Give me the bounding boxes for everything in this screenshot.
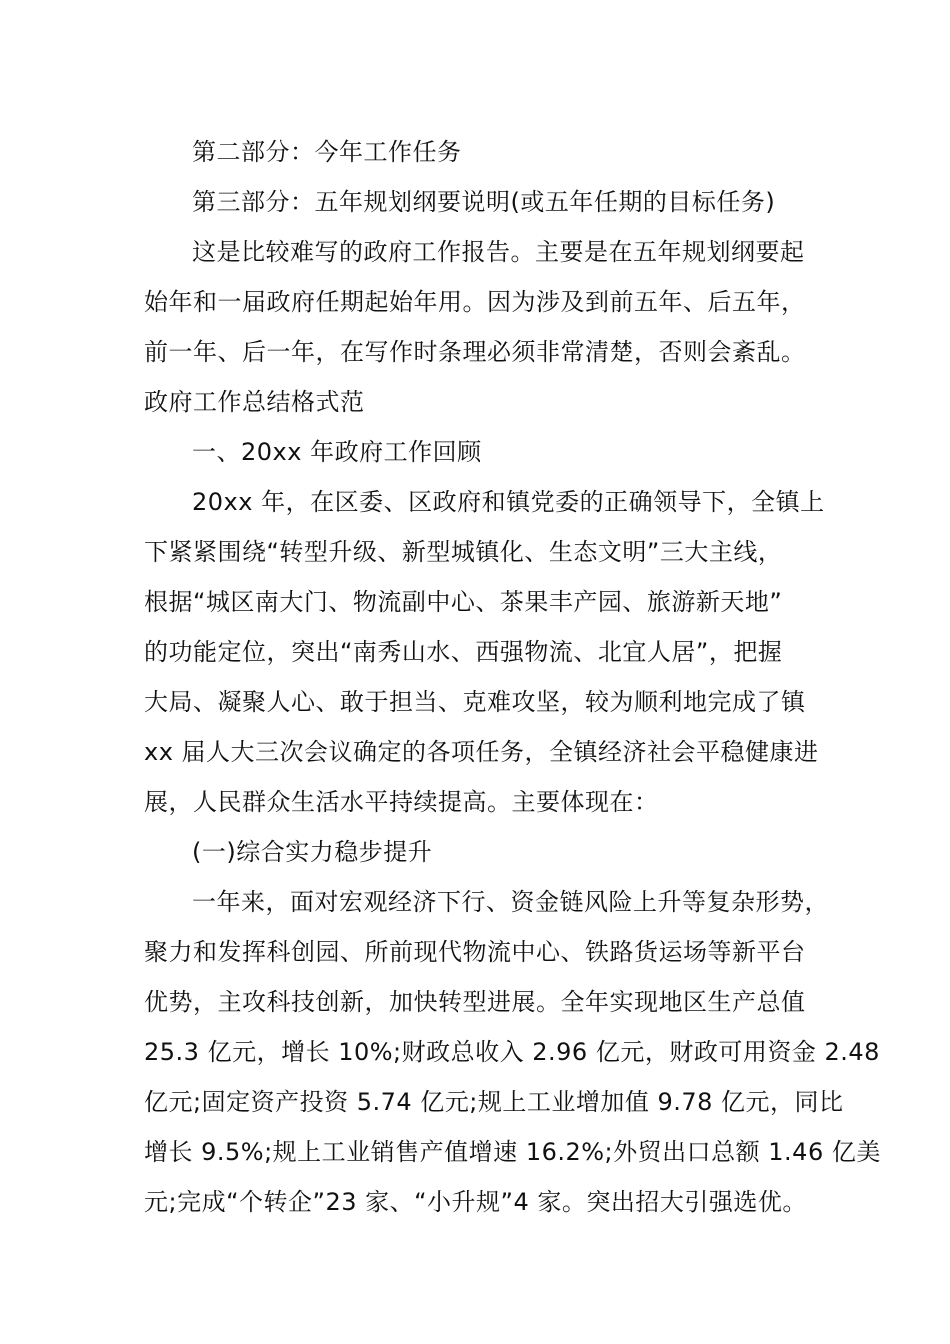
paragraph-line: xx 届人大三次会议确定的各项任务，全镇经济社会平稳健康进 [144,738,819,766]
paragraph-line: 展，人民群众生活水平持续提高。主要体现在： [144,788,659,816]
section-heading: 一、20xx 年政府工作回顾 [192,438,482,466]
paragraph-line: 大局、凝聚人心、敢于担当、克难攻坚，较为顺利地完成了镇 [144,688,806,716]
paragraph-line: 20xx 年，在区委、区政府和镇党委的正确领导下，全镇上 [192,488,825,516]
paragraph-line: 增长 9.5%;规上工业销售产值增速 16.2%;外贸出口总额 1.46 亿美 [144,1138,881,1166]
heading-part-two: 第二部分：今年工作任务 [192,138,462,166]
paragraph-line: 优势，主攻科技创新，加快转型进展。全年实现地区生产总值 [144,988,806,1016]
paragraph-line: 前一年、后一年，在写作时条理必须非常清楚，否则会紊乱。 [144,338,806,366]
paragraph-line: 始年和一届政府任期起始年用。因为涉及到前五年、后五年， [144,288,806,316]
paragraph-line: 25.3 亿元，增长 10%;财政总收入 2.96 亿元，财政可用资金 2.48 [144,1038,880,1066]
paragraph-line: 元;完成“个转企”23 家、“小升规”4 家。突出招大引强选优。 [144,1188,807,1216]
paragraph-line: 根据“城区南大门、物流副中心、茶果丰产园、旅游新天地” [144,588,783,616]
paragraph-line: 一年来，面对宏观经济下行、资金链风险上升等复杂形势， [192,888,829,916]
paragraph-line: 下紧紧围绕“转型升级、新型城镇化、生态文明”三大主线， [144,538,783,566]
paragraph-line: 的功能定位，突出“南秀山水、西强物流、北宜人居”，把握 [144,638,783,666]
section-title: 政府工作总结格式范 [144,388,365,416]
subsection-heading: (一)综合实力稳步提升 [192,838,433,866]
paragraph-line: 聚力和发挥科创园、所前现代物流中心、铁路货运场等新平台 [144,938,806,966]
heading-part-three: 第三部分：五年规划纲要说明(或五年任期的目标任务) [192,188,776,216]
paragraph-line: 亿元;固定资产投资 5.74 亿元;规上工业增加值 9.78 亿元，同比 [144,1088,844,1116]
paragraph-line: 这是比较难写的政府工作报告。主要是在五年规划纲要起 [192,238,805,266]
